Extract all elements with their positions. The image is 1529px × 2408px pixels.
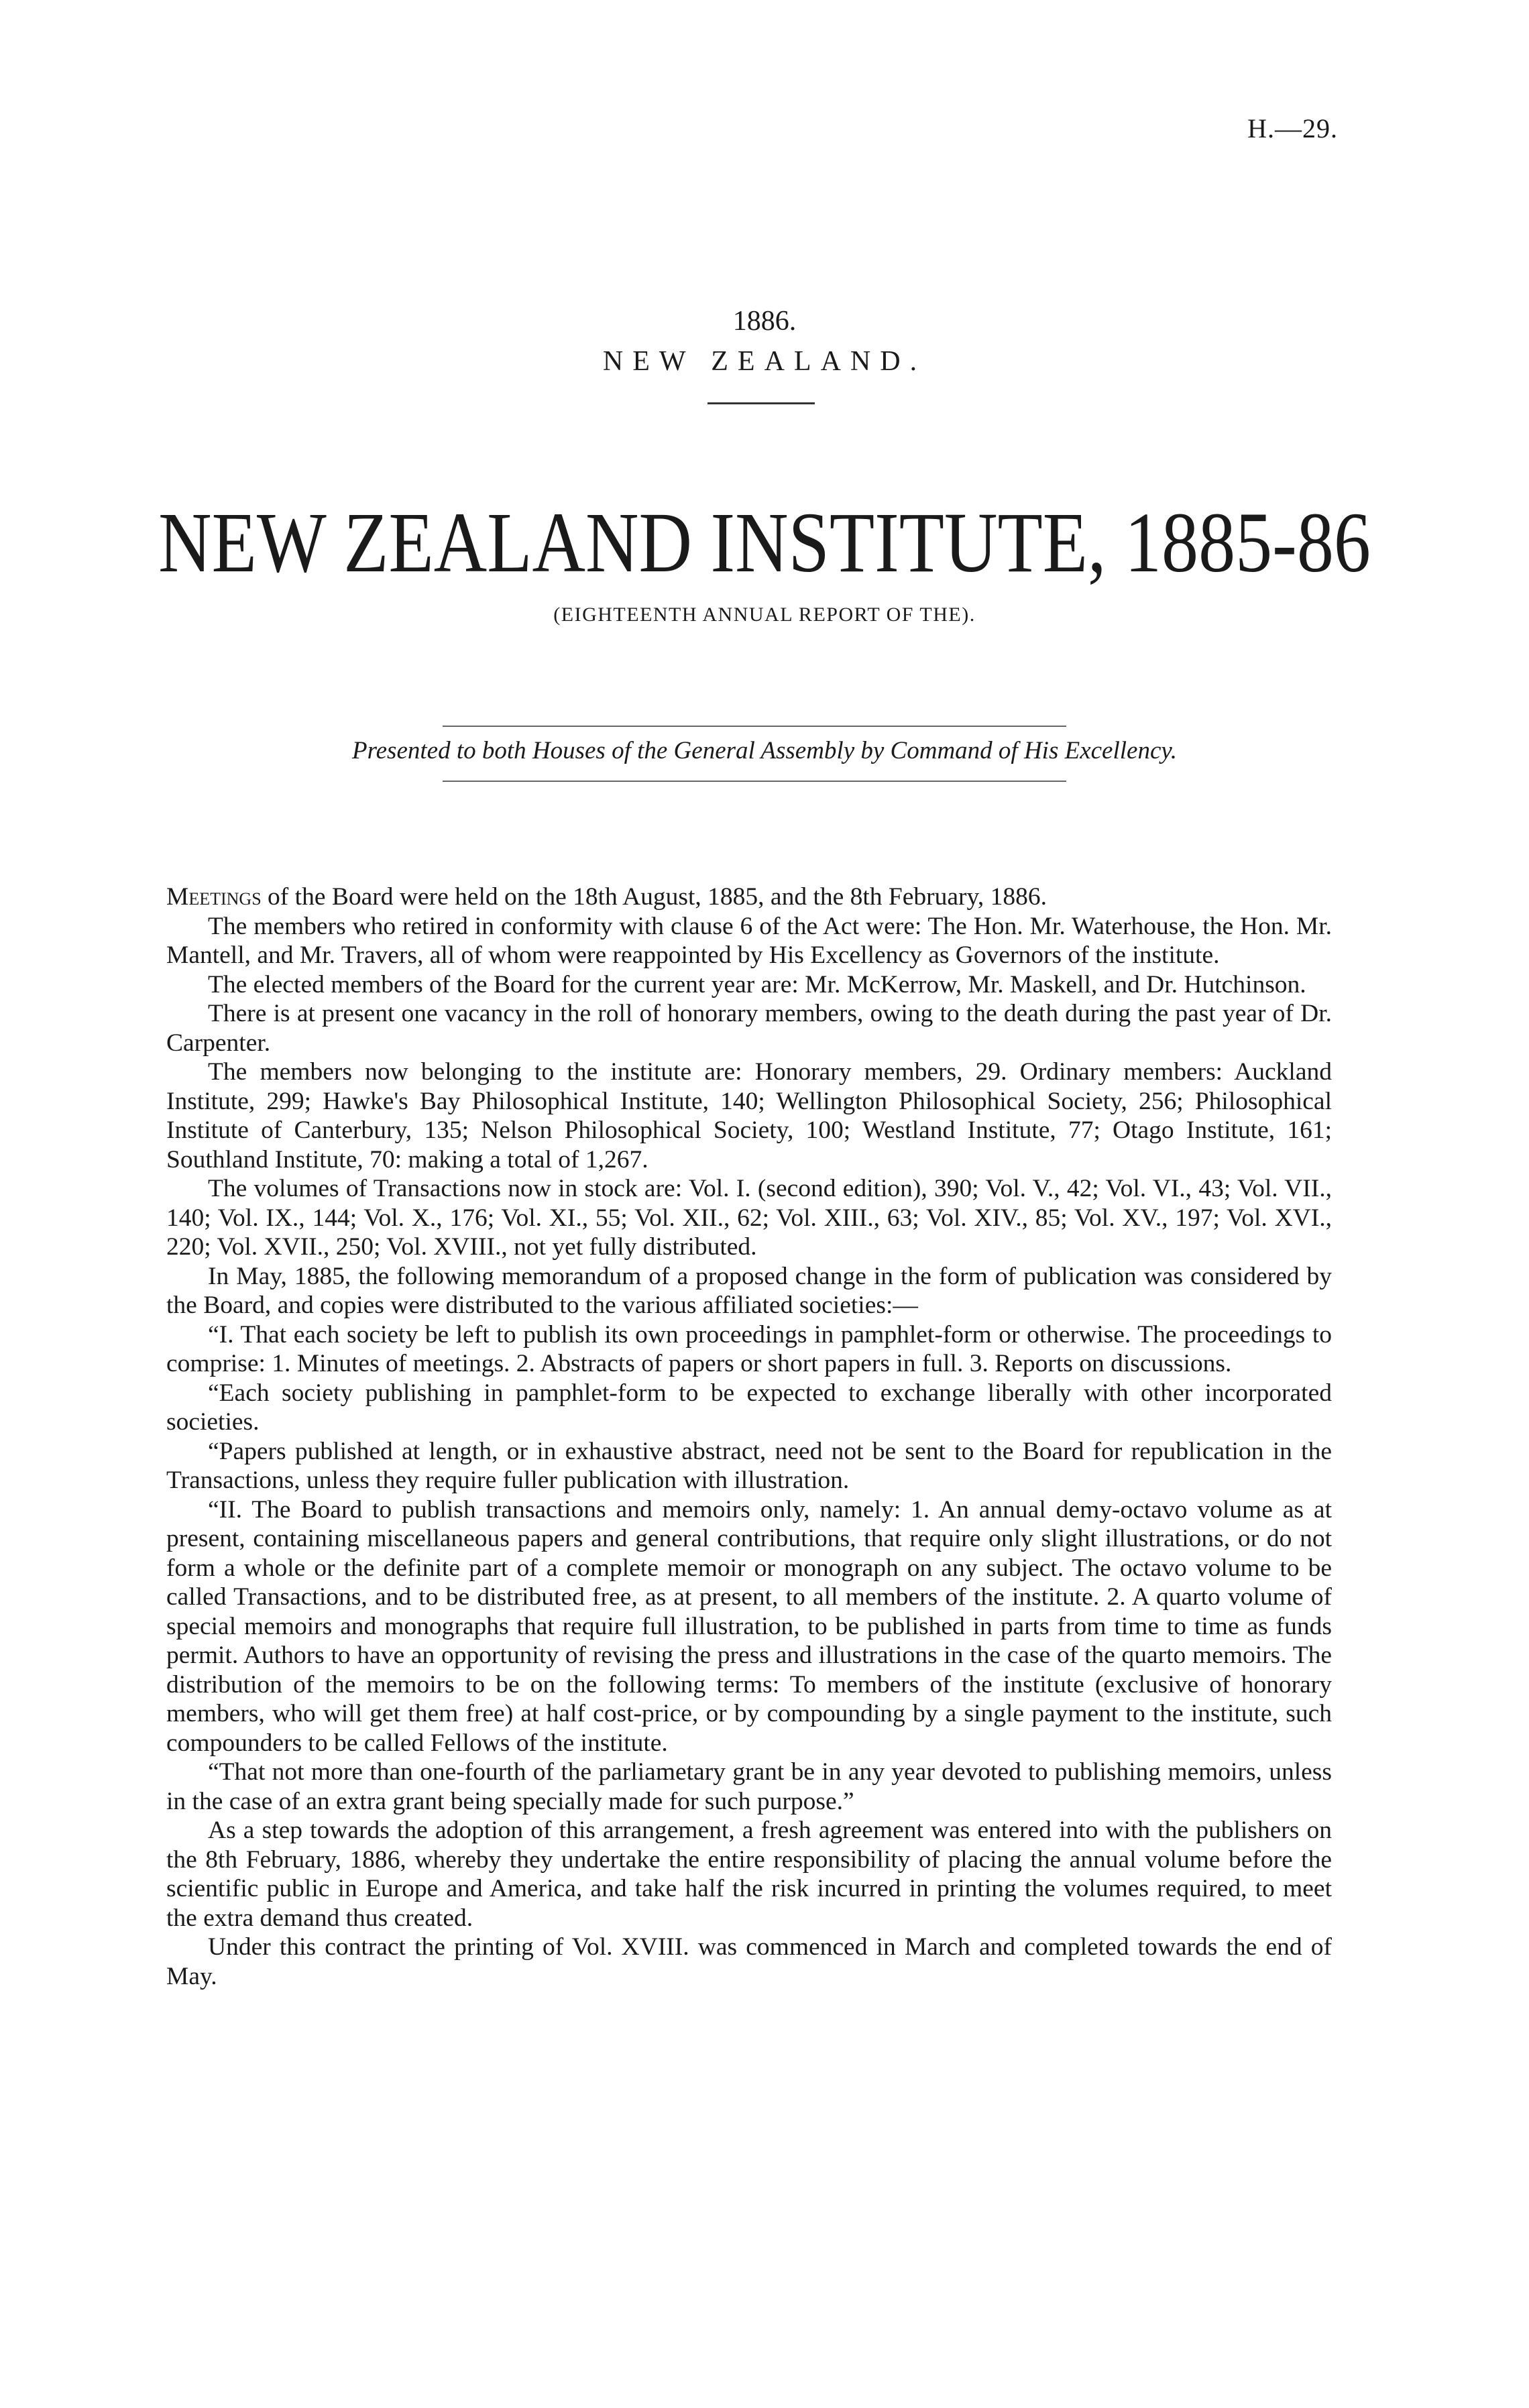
paragraph-memo-two: “II. The Board to publish transactions and memoirs only, namely: 1. An annual demy-octavo volume as at present, containing miscellaneous papers and general contributions, that require only slight illustrations, or do not form a whole or the definite part of a complete memoir or monograph on any subject. The octavo volume to be called Transactions, and to be distributed free, as at present, to all members of the institute. 2. A quarto volume of special memoirs and monographs that require full illustration, to be published in parts from time to time as funds permit. Authors to have an opportunity of revising the press and illustrations in the case of the quarto memoirs. The distribution of the memoirs to be on the following terms: To members of the institute (exclusive of honorary members, who will get them free) at half cost-price, or by compounding by a single payment to the institute, such compounders to be called Fellows of the institute.: [166, 1495, 1332, 1757]
page-title: NEW ZEALAND INSTITUTE, 1885-86: [158, 495, 1371, 590]
paragraph-lead: Meetings: [166, 883, 262, 911]
paragraph-memo-grant: “That not more than one-fourth of the parliametary grant be in any year devoted to publishing memoirs, unless in the case of an extra grant being specially made for such purpose.”: [166, 1758, 1332, 1815]
presented-line: Presented to both Houses of the General Assembly by Command of His Excellency.: [352, 737, 1177, 764]
paragraph-memo-one: “I. That each society be left to publish its own proceedings in pamphlet-form or otherwise. The proceedings to comprise: 1. Minutes of meetings. 2. Abstracts of papers or short papers in full. 3. Reports on discussions.: [166, 1320, 1332, 1377]
heading-divider: [707, 402, 815, 404]
country-heading: NEW ZEALAND.: [602, 346, 927, 377]
paragraph-elected-members: The elected members of the Board for the current year are: Mr. McKerrow, Mr. Maskell, and Dr. Hutchinson.: [208, 970, 1306, 998]
report-body: [166, 882, 1332, 1991]
page-subtitle: (EIGHTEENTH ANNUAL REPORT OF THE).: [553, 604, 976, 626]
paragraph-contract: Under this contract the printing of Vol. XVIII. was commenced in March and completed towards the end of May.: [166, 1933, 1332, 1990]
paragraph-text: of the Board were held on the 18th August, 1885, and the 8th February, 1886.: [261, 883, 1047, 911]
paragraph-agreement: As a step towards the adoption of this arrangement, a fresh agreement was entered into with the publishers on the 8th February, 1886, whereby they undertake the entire responsibility of placing the annual volume before the scientific public in Europe and America, and take half the risk incurred in printing the volumes required, to meet the extra demand thus created.: [166, 1817, 1332, 1932]
paragraph-retired-members: The members who retired in conformity with clause 6 of the Act were: The Hon. Mr. Waterhouse, the Hon. Mr. Mantell, and Mr. Travers, all of whom were reappointed by His Excellency as Governors of the institute.: [166, 912, 1332, 969]
paragraph-memorandum: In May, 1885, the following memorandum of a proposed change in the form of publication was considered by the Board, and copies were distributed to the various affiliated societies:—: [166, 1262, 1332, 1319]
paragraph-memo-exchange: “Each society publishing in pamphlet-form to be expected to exchange liberally with other incorporated societies.: [166, 1379, 1332, 1436]
paragraph-membership: The members now belonging to the institute are: Honorary members, 29. Ordinary members: Auckland Institute, 299; Hawke's Bay Philosophical Institute, 140; Wellington Philosophical Society, 256; Philosophical Institute of Canterbury, 135; Nelson Philosophical Society, 100; Westland Institute, 77; Otago Institute, 161; Southland Institute, 70: making a total of 1,267.: [166, 1058, 1332, 1173]
presented-rule-bottom: [443, 781, 1066, 782]
report-year: 1886.: [732, 306, 797, 337]
page-reference: H.—29.: [1247, 113, 1338, 144]
paragraph-memo-papers: “Papers published at length, or in exhaustive abstract, need not be sent to the Board for republication in the Transactions, unless they require fuller publication with illustration.: [166, 1437, 1332, 1494]
presented-rule-top: [443, 726, 1066, 727]
paragraph-volumes-stock: The volumes of Transactions now in stock are: Vol. I. (second edition), 390; Vol. V., 42; Vol. VI., 43; Vol. VII., 140; Vol. IX., 144; Vol. X., 176; Vol. XI., 55; Vol. XII., 62; Vol. XIII., 63; Vol. XIV., 85; Vol. XV., 197; Vol. XVI., 220; Vol. XVII., 250; Vol. XVIII., not yet fully distributed.: [166, 1175, 1332, 1261]
paragraph-meetings: [166, 882, 1332, 912]
paragraph-vacancy: There is at present one vacancy in the roll of honorary members, owing to the death during the past year of Dr. Carpenter.: [166, 1000, 1332, 1057]
